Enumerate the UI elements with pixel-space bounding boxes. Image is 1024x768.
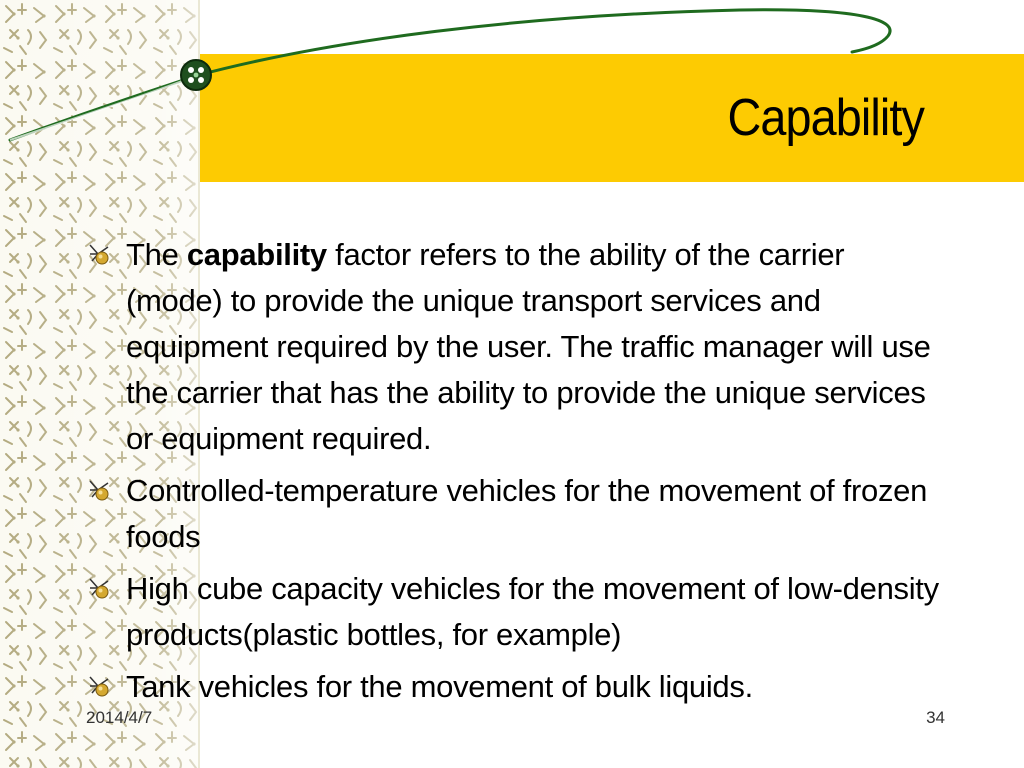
network-node-bullet-icon [88, 577, 112, 601]
bullet-item-3 [88, 566, 948, 658]
footer-date: 2014/4/7 [86, 708, 153, 727]
bullet-item-1 [88, 232, 948, 462]
bullet-item-4 [88, 664, 948, 710]
bullet-text-3: High cube capacity vehicles for the movement of low-density products(plastic bottles, for example) [126, 571, 939, 652]
bullet-item-2 [88, 468, 948, 560]
bullet-1-pre: The [126, 237, 187, 272]
bullet-text-1 [126, 237, 931, 456]
bullet-1-post: factor refers to the ability of the carrier (mode) to provide the unique transport services and equipment required by the user. The traffic manager will use the carrier that has the ability to provide the unique services or equipment required. [126, 237, 931, 456]
network-node-bullet-icon [88, 243, 112, 267]
network-node-bullet-icon [88, 675, 112, 699]
page-number: 34 [926, 708, 945, 727]
bullet-text-2: Controlled-temperature vehicles for the movement of frozen foods [126, 473, 928, 554]
network-node-bullet-icon [88, 479, 112, 503]
bullet-text-4: Tank vehicles for the movement of bulk liquids. [126, 669, 753, 704]
bullet-list [88, 232, 948, 716]
slide-title: Capability [727, 89, 924, 147]
bullet-1-bold: capability [186, 237, 327, 272]
